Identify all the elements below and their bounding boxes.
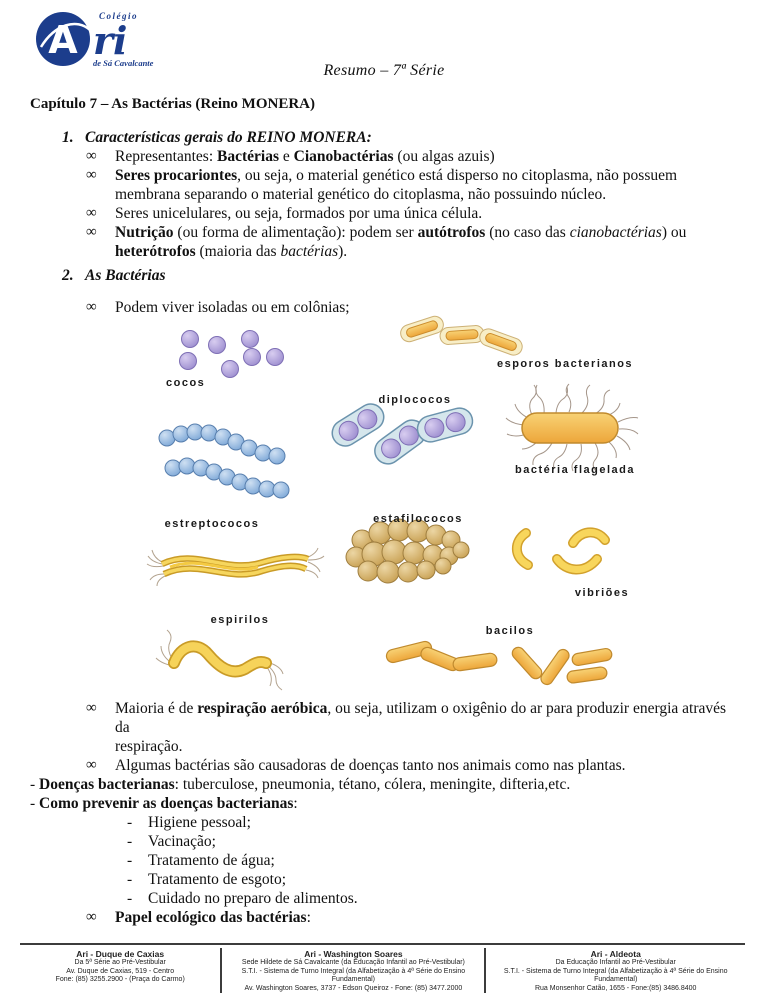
footer-unit-name: Ari - Aldeota <box>590 949 641 959</box>
logo-word-ri: ri <box>93 18 128 63</box>
bullet-text: Seres unicelulares, ou seja, formados por uma única célula. <box>115 205 483 222</box>
bullet-marker: ∞ <box>86 205 97 221</box>
section-1-heading <box>30 128 742 147</box>
dash-marker: - <box>127 833 133 850</box>
prevention-text: Tratamento de esgoto; <box>148 871 287 888</box>
bullet-nutricao <box>30 223 742 261</box>
bullet-text: respiração. <box>115 738 183 755</box>
flagellated-bacterium-illustration <box>506 384 638 471</box>
bullet-text: Seres procariontes, ou seja, o material genético está disperso no citoplasma, não possuem <box>115 167 678 184</box>
spirilla-illustration <box>147 548 324 586</box>
footer-unit-name: Ari - Washington Soares <box>304 949 403 959</box>
bacilli-illustration <box>385 640 613 687</box>
section-2-title: As Bactérias <box>85 267 166 284</box>
dash-marker: - <box>127 871 133 888</box>
bacteria-figure <box>140 312 670 697</box>
bullet-marker: ∞ <box>86 224 97 240</box>
section-2-heading <box>30 266 742 285</box>
section-2-number: 2. <box>62 267 74 284</box>
bullet-text: membrana separando o material genético do citoplasma, não possuindo núcleo. <box>115 186 607 203</box>
footer-unit-line: Da Educação Infantil ao Pré-Vestibular <box>555 959 676 966</box>
figure-label-vibrioes: vibriões <box>574 587 630 599</box>
figure-label-diplococos: diplococos <box>378 394 452 406</box>
figure-label-espirilos: espirilos <box>210 614 270 626</box>
vibrios-illustration <box>517 532 605 569</box>
footer-unit-washington-soares <box>220 948 484 993</box>
prevention-item-vacinacao <box>30 832 742 851</box>
bacterial-spores-illustration <box>398 314 524 357</box>
document-body <box>30 95 742 927</box>
figure-label-cocos: cocos <box>166 377 206 389</box>
bullet-text: Maioria é de respiração aeróbica, ou seja, utilizam o oxigênio do ar para produzir energia através da <box>115 700 727 736</box>
bullet-text: Podem viver isoladas ou em colônias; <box>115 299 350 316</box>
bullet-marker: ∞ <box>86 909 97 925</box>
bullet-text: Representantes: Bactérias e Cianobactérias (ou algas azuis) <box>115 148 495 165</box>
dash-marker: - <box>127 814 133 831</box>
footer-unit-line: Av. Duque de Caxias, 519 - Centro <box>66 967 175 975</box>
prevention-text: Tratamento de água; <box>148 852 275 869</box>
bullet-marker: ∞ <box>86 700 97 716</box>
document-title: Resumo – 7ª Série <box>323 62 445 79</box>
section-1-title: Características gerais do REINO MONERA: <box>85 129 372 146</box>
prevention-text: Cuidado no preparo de alimentos. <box>148 890 358 907</box>
chapter-heading: Capítulo 7 – As Bactérias (Reino MONERA) <box>30 96 315 112</box>
line-como-prevenir: - Como prevenir as doenças bacterianas: <box>30 795 298 812</box>
figure-label-estafilococos: estafilococos <box>373 513 463 525</box>
bullet-text: heterótrofos (maioria das bactérias). <box>115 243 348 260</box>
footer-unit-name: Ari - Duque de Caxias <box>76 949 165 959</box>
dash-marker: - <box>127 852 133 869</box>
bullet-procariontes <box>30 166 742 204</box>
dash-marker: - <box>127 890 133 907</box>
prevention-text: Higiene pessoal; <box>148 814 251 831</box>
cocos-illustration <box>180 331 284 378</box>
logo-college-text: Colégio <box>99 11 138 21</box>
bullet-representantes <box>30 147 742 166</box>
bullet-respiracao <box>30 699 742 756</box>
figure-label-bacilos: bacilos <box>485 625 535 637</box>
bullet-marker: ∞ <box>86 167 97 183</box>
line-doencas-bacterianas: - Doenças bacterianas: tuberculose, pneumonia, tétano, cólera, meningite, difteria,etc. <box>30 776 571 793</box>
prevention-text: Vacinação; <box>148 833 216 850</box>
footer-unit-line: S.T.I. - Sistema de Turno Integral (da Alfabetização à 4ª Série do Ensino Fundamental) <box>503 967 728 983</box>
bullet-doencas <box>30 756 742 775</box>
figure-label-esporos: esporos bacterianos <box>496 358 634 370</box>
section-1-number: 1. <box>62 129 74 146</box>
footer-unit-line: Av. Washington Soares, 3737 - Edson Queiroz - Fone: (85) 3477.2000 <box>244 984 463 992</box>
figure-label-flagelada: bactéria flagelada <box>515 464 635 476</box>
bullet-marker: ∞ <box>86 757 97 773</box>
bullet-text: Papel ecológico das bactérias: <box>115 909 311 926</box>
spirillum-flagella-illustration <box>156 630 283 690</box>
bullet-papel-ecologico <box>30 908 742 927</box>
streptococci-illustration <box>159 424 289 498</box>
prevention-item-higiene <box>30 813 742 832</box>
logo-letter-a: A <box>48 18 78 62</box>
bullet-text: Algumas bactérias são causadoras de doenças tanto nos animais como nas plantas. <box>115 757 626 774</box>
bullet-marker: ∞ <box>86 299 97 315</box>
prevention-item-agua <box>30 851 742 870</box>
footer-unit-aldeota <box>484 948 745 993</box>
footer-unit-line: Sede Hildete de Sá Cavalcante (da Educação Infantil ao Pré-Vestibular) <box>241 959 465 966</box>
logo-subtitle: de Sá Cavalcante <box>93 58 154 68</box>
campus-footer <box>20 943 745 993</box>
footer-unit-line: S.T.I. - Sistema de Turno Integral (da Alfabetização à 4ª Série do Ensino Fundamental) <box>241 967 466 983</box>
bullet-unicelulares <box>30 204 742 223</box>
footer-unit-duque-de-caxias <box>20 948 220 993</box>
figure-label-estreptococos: estreptococos <box>164 518 260 530</box>
footer-unit-line: Rua Monsenhor Catão, 1655 - Fone:(85) 3486.8400 <box>534 984 697 992</box>
bullet-marker: ∞ <box>86 148 97 164</box>
footer-unit-line: Fone: (85) 3255.2900 - (Praça do Carmo) <box>55 976 185 983</box>
bullet-text: Nutrição (ou forma de alimentação): podem ser autótrofos (no caso das cianobactérias) ou <box>115 224 687 241</box>
prevention-item-esgoto <box>30 870 742 889</box>
footer-unit-line: Da 5ª Série ao Pré-Vestibular <box>74 959 166 966</box>
prevention-item-alimentos <box>30 889 742 908</box>
